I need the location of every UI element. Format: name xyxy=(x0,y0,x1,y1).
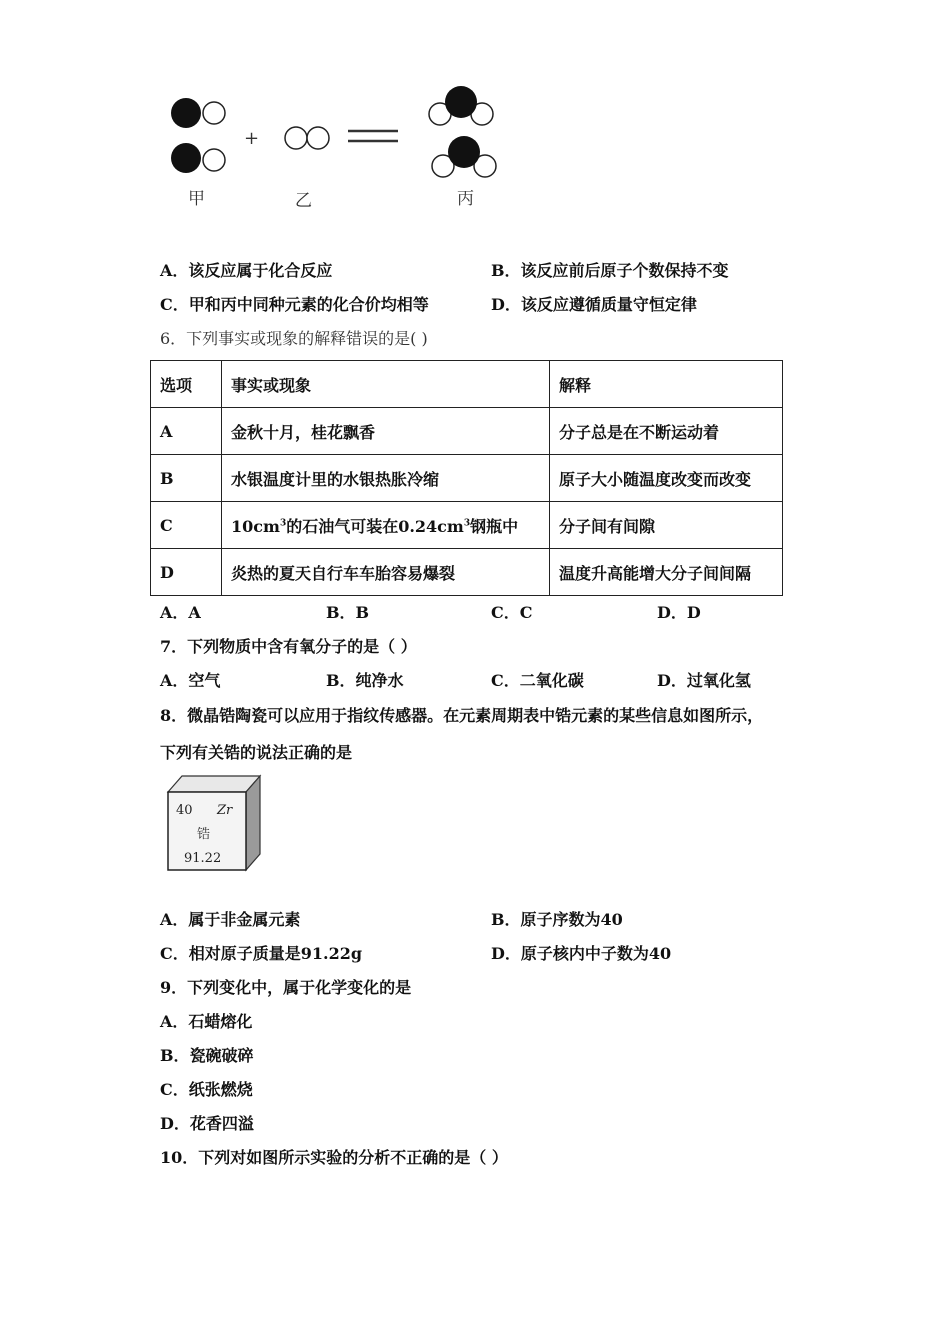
q9-option-b[interactable]: B．瓷碗破碎 xyxy=(160,1046,254,1065)
q9-option-d[interactable]: D．花香四溢 xyxy=(160,1114,254,1133)
q5-option-a[interactable]: A．该反应属于化合反应 xyxy=(160,261,333,280)
table-row xyxy=(151,549,783,596)
q6-table xyxy=(150,360,783,596)
cell-fact: $10cm^3$的石油气可装在$0.24cm^3$钢瓶中 xyxy=(222,502,550,549)
reaction-diagram-svg xyxy=(160,80,520,215)
header-option: 选项 xyxy=(151,361,222,408)
q9-option-c[interactable]: C．纸张燃烧 xyxy=(160,1080,253,1099)
table-row xyxy=(151,455,783,502)
cell-fact: 炎热的夏天自行车车胎容易爆裂 xyxy=(222,549,550,596)
table-row xyxy=(151,408,783,455)
q7-option-d[interactable]: D．过氧化氢 xyxy=(657,671,751,690)
q8-stem-line2: 下列有关锆的说法正确的是 xyxy=(160,743,353,762)
cell-explain: 分子间有间隙 xyxy=(550,502,783,549)
molecule-jia-top xyxy=(171,98,225,128)
q5-option-c[interactable]: C．甲和丙中同种元素的化合价均相等 xyxy=(160,295,429,314)
element-name: 锆 xyxy=(197,827,211,842)
q7-option-a[interactable]: A．空气 xyxy=(160,671,221,690)
cell-option: C xyxy=(151,502,222,549)
q8-stem-line1: 8．微晶锆陶瓷可以应用于指纹传感器。在元素周期表中锆元素的某些信息如图所示， xyxy=(160,706,764,725)
table-row xyxy=(151,502,783,549)
element-card-svg xyxy=(160,772,265,874)
cell-fact: 水银温度计里的水银热胀冷缩 xyxy=(222,455,550,502)
q8-option-c[interactable]: C．相对原子质量是91.22g xyxy=(160,944,363,963)
element-symbol: Zr xyxy=(217,803,233,818)
element-number: 40 xyxy=(176,803,193,818)
cell-explain: 温度升高能增大分子间间隔 xyxy=(550,549,783,596)
reaction-diagram xyxy=(160,80,520,215)
equals-sign xyxy=(348,131,398,141)
header-explain: 解释 xyxy=(550,361,783,408)
q8-option-b[interactable]: B．原子序数为40 xyxy=(491,910,623,929)
q6-option-d[interactable]: D．D xyxy=(657,603,701,622)
molecule-bing-top xyxy=(429,86,493,125)
element-mass: 91.22 xyxy=(184,851,222,866)
molecule-yi xyxy=(285,127,329,149)
cell-explain: 分子总是在不断运动着 xyxy=(550,408,783,455)
label-yi: 乙 xyxy=(295,191,312,211)
q9-option-a[interactable]: A．石蜡熔化 xyxy=(160,1012,253,1031)
molecule-jia-bottom xyxy=(171,143,225,173)
q8-option-a[interactable]: A．属于非金属元素 xyxy=(160,910,301,929)
cell-explain: 原子大小随温度改变而改变 xyxy=(550,455,783,502)
label-bing: 丙 xyxy=(457,189,474,209)
q7-option-c[interactable]: C．二氧化碳 xyxy=(491,671,584,690)
cell-option: B xyxy=(151,455,222,502)
q10-stem: 10．下列对如图所示实验的分析不正确的是（ ） xyxy=(160,1148,508,1167)
cell-fact: 金秋十月，桂花飘香 xyxy=(222,408,550,455)
molecule-bing-bottom xyxy=(432,136,496,177)
header-fact: 事实或现象 xyxy=(222,361,550,408)
element-card xyxy=(160,772,265,874)
table-header-row xyxy=(151,361,783,408)
q7-option-b[interactable]: B．纯净水 xyxy=(326,671,404,690)
label-jia: 甲 xyxy=(188,189,205,209)
plus-sign: + xyxy=(244,128,260,149)
cell-option: A xyxy=(151,408,222,455)
q9-stem: 9．下列变化中，属于化学变化的是 xyxy=(160,978,412,997)
q5-option-b[interactable]: B．该反应前后原子个数保持不变 xyxy=(491,261,729,280)
q5-option-d[interactable]: D．该反应遵循质量守恒定律 xyxy=(491,295,697,314)
q7-stem: 7．下列物质中含有氧分子的是（ ） xyxy=(160,637,417,656)
q6-option-b[interactable]: B．B xyxy=(326,603,370,622)
cell-option: D xyxy=(151,549,222,596)
q6-option-a[interactable]: A．A xyxy=(160,603,201,622)
q8-option-d[interactable]: D．原子核内中子数为40 xyxy=(491,944,672,963)
q6-stem: 6．下列事实或现象的解释错误的是( ) xyxy=(160,329,428,348)
q6-option-c[interactable]: C．C xyxy=(491,603,533,622)
